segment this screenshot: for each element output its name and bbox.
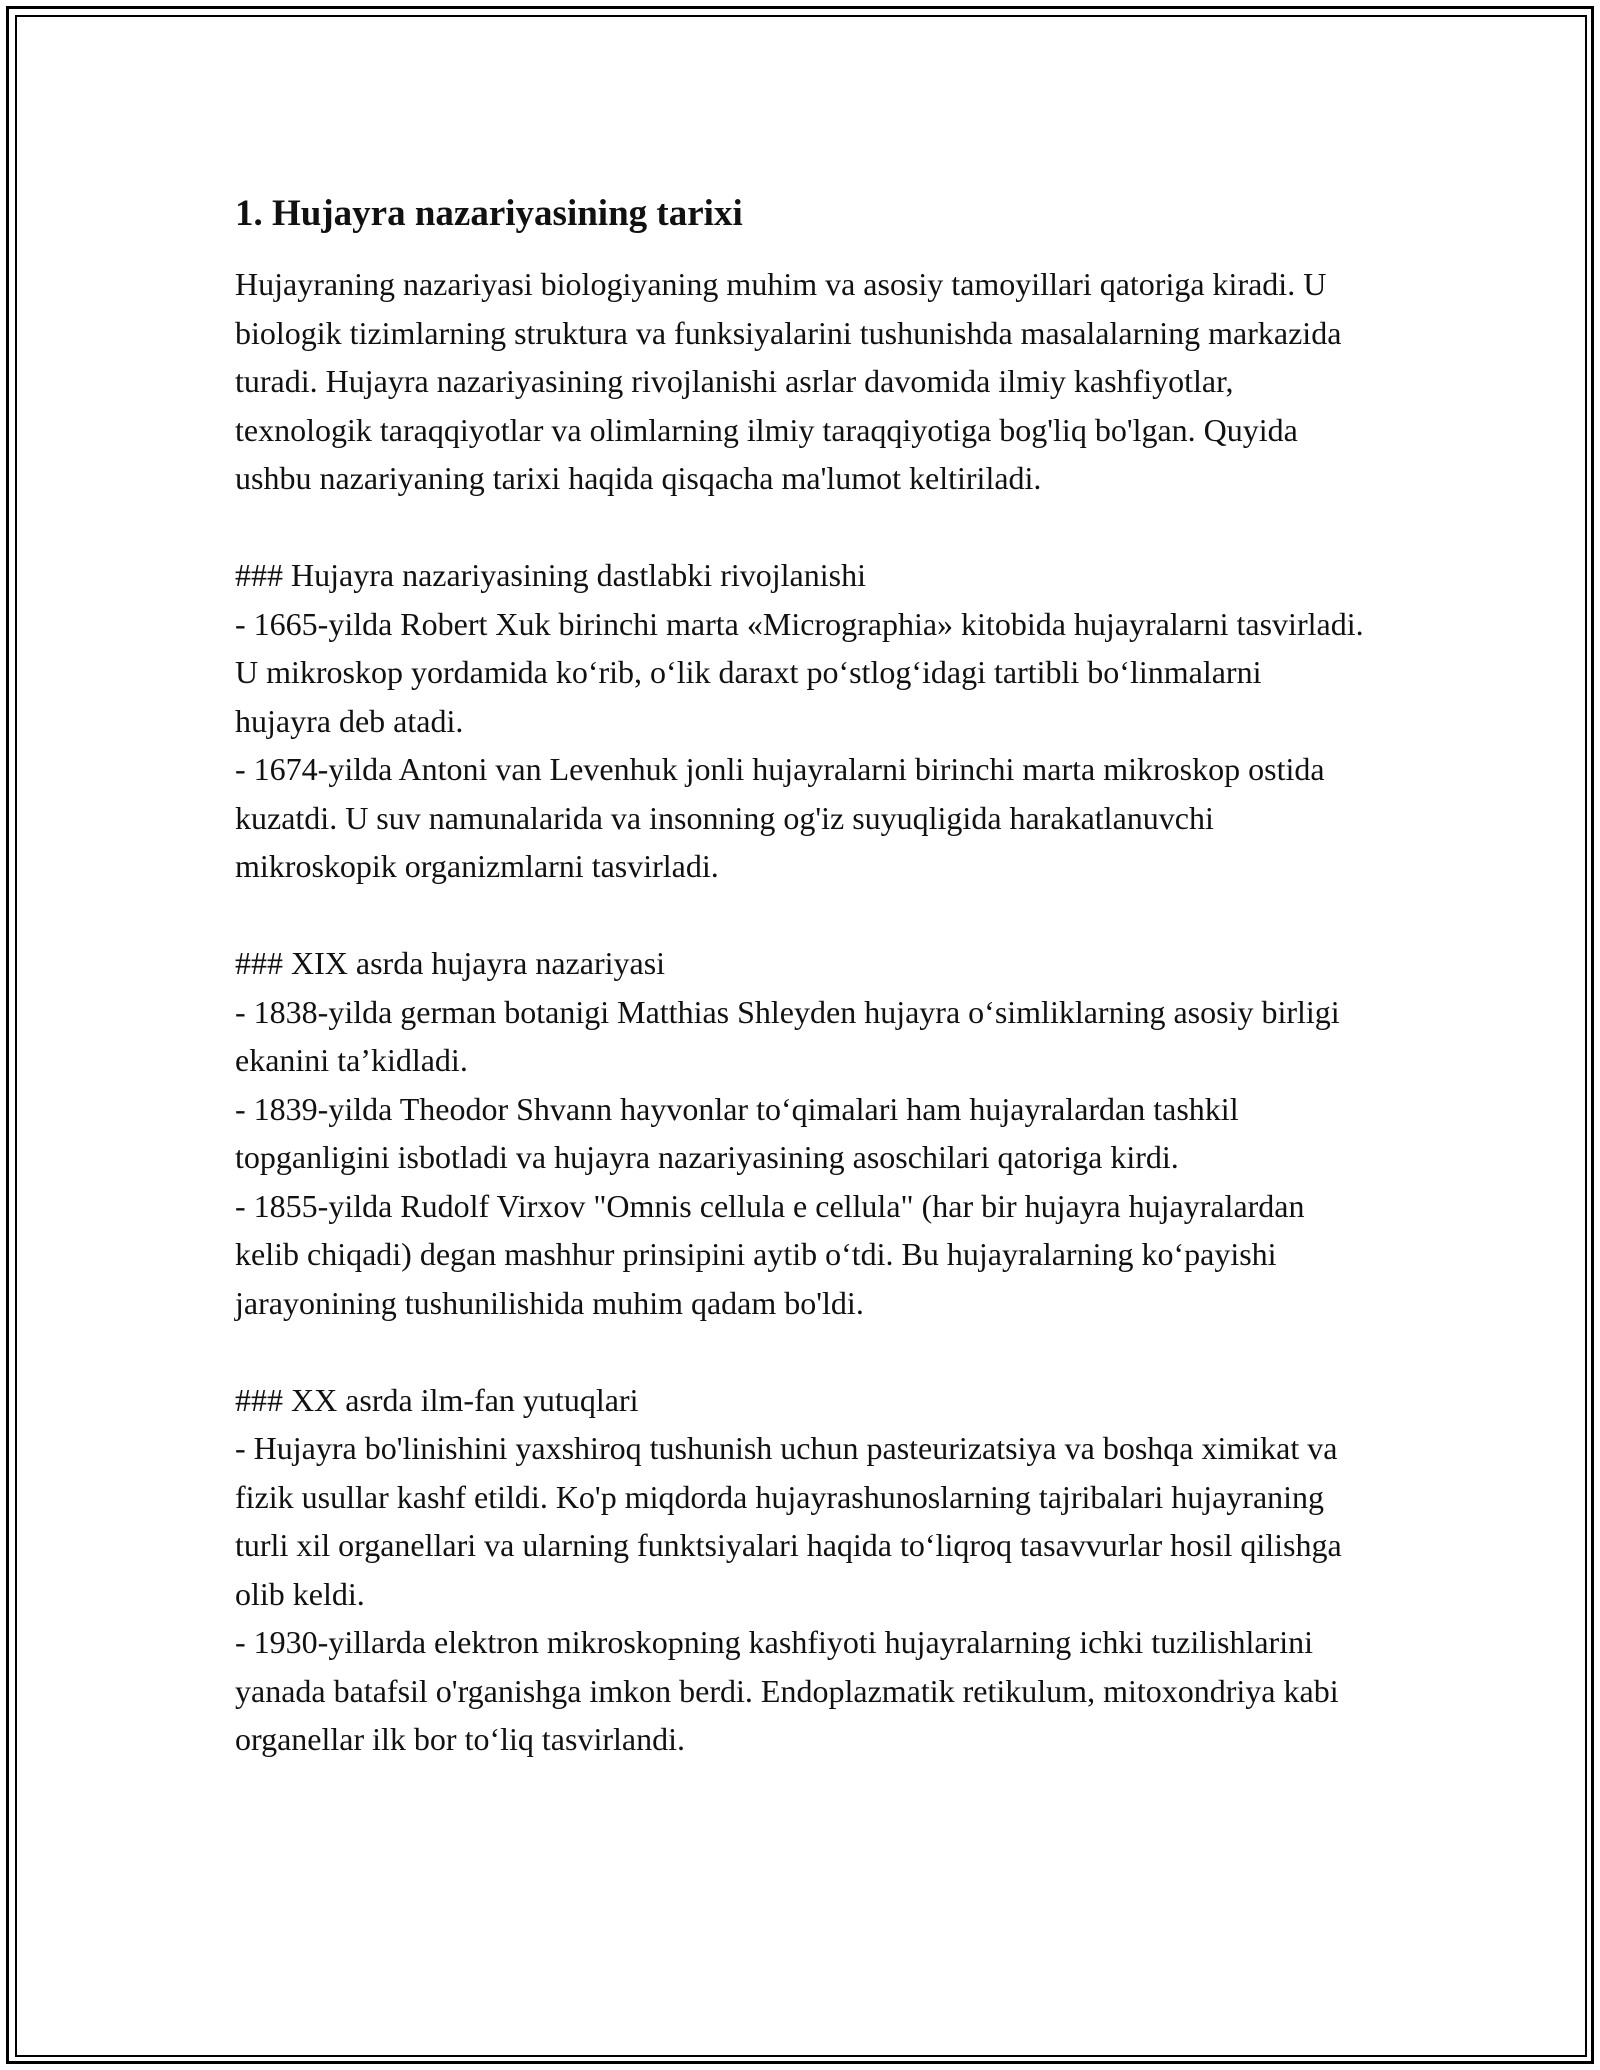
section-heading: ### XX asrda ilm-fan yutuqlari (235, 1381, 639, 1418)
section-early-development (235, 551, 1365, 891)
list-item: - 1855-yilda Rudolf Virxov "Omnis cellula e cellula" (har bir hujayra hujayralardan kelib chiqadi) degan mashhur prinsipini aytib o‘tdi. Bu hujayralarning ko‘payishi jarayonining tushunilishida muhim qadam bo'ldi. (235, 1187, 1305, 1321)
list-item: - 1839-yilda Theodor Shvann hayvonlar to‘qimalari ham hujayralardan tashkil topganligini isbotladi va hujayra nazariyasining asoschilari qatoriga kirdi. (235, 1090, 1239, 1175)
intro-paragraph: Hujayraning nazariyasi biologiyaning muhim va asosiy tamoyillari qatoriga kiradi. U biologik tizimlarning struktura va funksiyalarini tushunishda masalalarning markazida turadi. Hujayra nazariyasining rivojlanishi asrlar davomida ilmiy kashfiyotlar, texnologik taraqqiyotlar va olimlarning ilmiy taraqqiyotiga bog'liq bo'lgan. Quyida ushbu nazariyaning tarixi haqida qisqacha ma'lumot keltiriladi. (235, 266, 1350, 496)
section-heading: ### XIX asrda hujayra nazariyasi (235, 945, 666, 981)
list-item: - 1665-yilda Robert Xuk birinchi marta «Micrographia» kitobida hujayralarni tasvirladi. U mikroskop yordamida ko‘rib, o‘lik daraxt po‘stlog‘idagi tartibli bo‘linmalarni hujayra deb atadi. (235, 605, 1364, 739)
document-body (235, 190, 1365, 1764)
list-item: - 1838-yilda german botanigi Matthias Shleyden hujayra o‘simliklarning asosiy birligi ekanini ta’kidladi. (235, 993, 1340, 1078)
list-item: - Hujayra bo'linishini yaxshiroq tushunish uchun pasteurizatsiya va boshqa ximikat va fizik usullar kashf etildi. Ko'p miqdorda hujayrashunoslarning tajribalari hujayraning turli xil organellari va ularning funktsiyalari haqida to‘liqroq tasavvurlar hosil qilishga olib keldi. (235, 1430, 1342, 1612)
section-20th-century (235, 1376, 1365, 1764)
section-19th-century (235, 939, 1365, 1327)
section-heading: ### Hujayra nazariyasining dastlabki rivojlanishi (235, 557, 866, 593)
document-title: 1. Hujayra nazariyasining tarixi (235, 193, 743, 234)
list-item: - 1930-yillarda elektron mikroskopning kashfiyoti hujayralarning ichki tuzilishlarini yanada batafsil o'rganishga imkon berdi. Endoplazmatik retikulum, mitoxondriya kabi organellar ilk bor to‘liq tasvirlandi. (235, 1624, 1339, 1757)
list-item: - 1674-yilda Antoni van Levenhuk jonli hujayralarni birinchi marta mikroskop ostida kuzatdi. U suv namunalarida va insonning og'iz suyuqligida harakatlanuvchi mikroskopik organizmlarni tasvirladi. (235, 751, 1325, 884)
